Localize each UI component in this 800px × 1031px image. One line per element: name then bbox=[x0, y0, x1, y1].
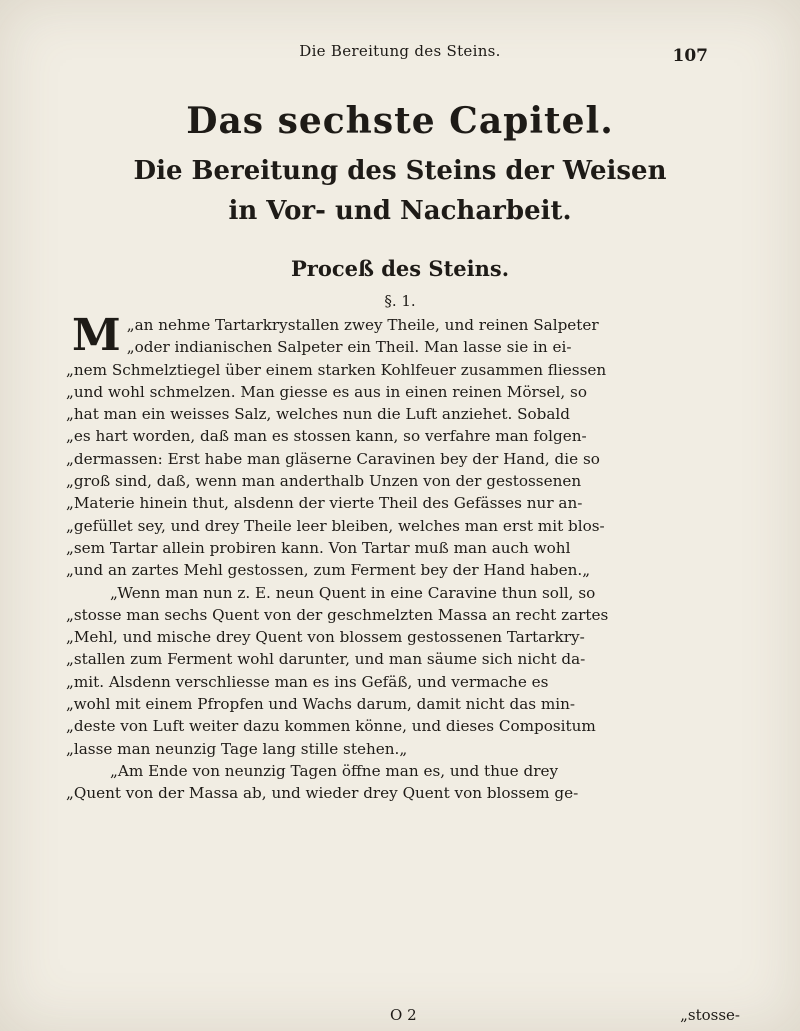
text-line: „hat man ein weisses Salz, welches nun die Luft anziehet. Sobald bbox=[66, 405, 571, 424]
text-line: „nem Schmelztiegel über einem starken Kohlfeuer zusammen fliessen bbox=[66, 360, 607, 379]
chapter-subtitle-line-1: Die Bereitung des Steins der Weisen bbox=[133, 156, 667, 186]
text-line: „lasse man neunzig Tage lang stille stehen.„ bbox=[66, 739, 408, 758]
footer-line bbox=[0, 1006, 800, 1026]
running-head bbox=[0, 38, 800, 68]
text-line: „Quent von der Massa ab, und wieder drey Quent von blossem ge- bbox=[66, 784, 579, 803]
text-line: „dermassen: Erst habe man gläserne Caravinen bey der Hand, die so bbox=[66, 449, 600, 468]
section-number: §. 1. bbox=[384, 292, 416, 310]
running-title: Die Bereitung des Steins. bbox=[299, 42, 501, 60]
text-line: „groß sind, daß, wenn man anderthalb Unzen von der gestossenen bbox=[66, 472, 582, 491]
page-number: 107 bbox=[672, 46, 708, 66]
text-line: „deste von Luft weiter dazu kommen könne, und dieses Compositum bbox=[66, 717, 596, 736]
text-line: „Mehl, und mische drey Quent von blossem gestossenen Tartarkry- bbox=[66, 628, 585, 647]
text-line: „oder indianischen Salpeter ein Theil. Man lasse sie in ei- bbox=[126, 338, 572, 357]
text-line: „und wohl schmelzen. Man giesse es aus in einen reinen Mörsel, so bbox=[66, 382, 587, 401]
process-title: Proceß des Steins. bbox=[290, 256, 510, 281]
text-line: „Materie hinein thut, alsdenn der vierte Theil des Gefässes nur an- bbox=[66, 494, 583, 513]
text-line: „gefüllet sey, und drey Theile leer bleiben, welches man erst mit blos- bbox=[66, 516, 605, 535]
signature-mark: O 2 bbox=[390, 1006, 417, 1024]
paragraph-start-line: „Am Ende von neunzig Tagen öffne man es, und thue drey bbox=[110, 761, 559, 780]
drop-cap: M bbox=[72, 310, 121, 361]
text-line: „und an zartes Mehl gestossen, zum Ferment bey der Hand haben.„ bbox=[66, 561, 591, 580]
text-line: „sem Tartar allein probiren kann. Von Tartar muß man auch wohl bbox=[66, 538, 571, 557]
catchword: „stosse- bbox=[680, 1006, 740, 1024]
chapter-title: Das sechste Capitel. bbox=[186, 100, 614, 142]
paragraph-start-line: „Wenn man nun z. E. neun Quent in eine Caravine thun soll, so bbox=[110, 583, 596, 602]
text-line: „es hart worden, daß man es stossen kann, so verfahre man folgen- bbox=[66, 427, 587, 446]
text-line: „stosse man sechs Quent von der geschmelzten Massa an recht zartes bbox=[66, 605, 609, 624]
text-line: „an nehme Tartarkrystallen zwey Theile, und reinen Salpeter bbox=[126, 316, 599, 334]
text-line: „mit. Alsdenn verschliesse man es ins Gefäß, und vermache es bbox=[66, 672, 549, 691]
body-text bbox=[66, 310, 756, 805]
text-line: „wohl mit einem Pfropfen und Wachs darum, damit nicht das min- bbox=[66, 695, 576, 714]
text-line: „stallen zum Ferment wohl darunter, und man säume sich nicht da- bbox=[66, 650, 586, 669]
chapter-subtitle-line-2: in Vor- und Nacharbeit. bbox=[228, 196, 572, 226]
